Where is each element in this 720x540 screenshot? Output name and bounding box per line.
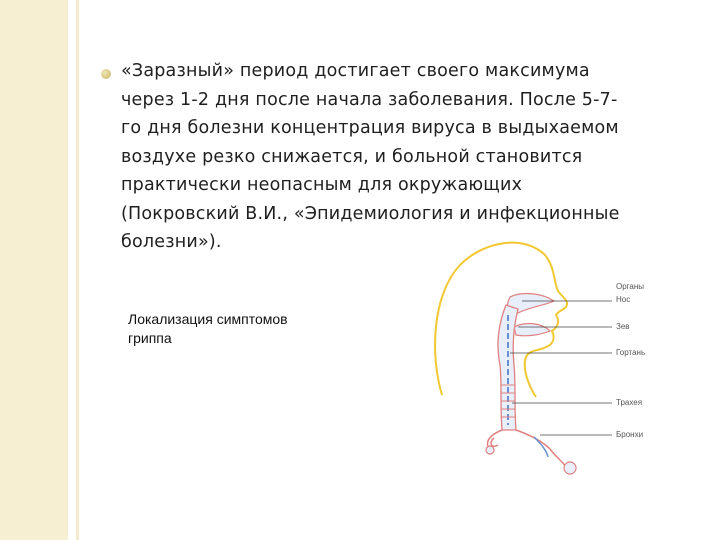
paragraph-line: болезни»). (121, 232, 222, 252)
figure-label: Трахея (616, 398, 643, 407)
respiratory-diagram (430, 235, 680, 480)
bullet-icon (101, 69, 111, 79)
paragraph-line: го дня болезни концентрация вируса в выдыхаемом (121, 118, 619, 138)
decorative-side-band (0, 0, 68, 540)
alveolus (564, 462, 576, 474)
respiratory-tract-figure (430, 235, 680, 480)
mouth-cavity (514, 324, 550, 336)
decorative-side-line (76, 0, 79, 540)
paragraph-line: «Заразный» период достигает своего максимума (121, 61, 590, 81)
figure-label: Зев (616, 322, 630, 331)
caption-line: гриппа (128, 330, 172, 346)
bullet-paragraph (121, 57, 681, 257)
trachea (498, 305, 518, 430)
figure-label: Гортань (616, 348, 646, 357)
paragraph-line: практически неопасным для окружающих (121, 175, 523, 195)
caption-line: Локализация симптомов (128, 311, 288, 327)
figure-label: Бронхи (616, 430, 644, 439)
alveolus (486, 446, 494, 454)
paragraph-line: через 1-2 дня после начала заболевания. После 5-7- (121, 89, 618, 110)
figure-label: Органы (616, 282, 645, 291)
figure-caption (128, 310, 358, 348)
paragraph-line: (Покровский В.И., «Эпидемиология и инфекционные (121, 203, 620, 224)
right-bronchus (516, 430, 566, 467)
left-bronchus (488, 430, 502, 447)
paragraph-line: воздухе резко снижается, и больной становится (121, 146, 583, 167)
figure-label: Нос (616, 295, 631, 304)
